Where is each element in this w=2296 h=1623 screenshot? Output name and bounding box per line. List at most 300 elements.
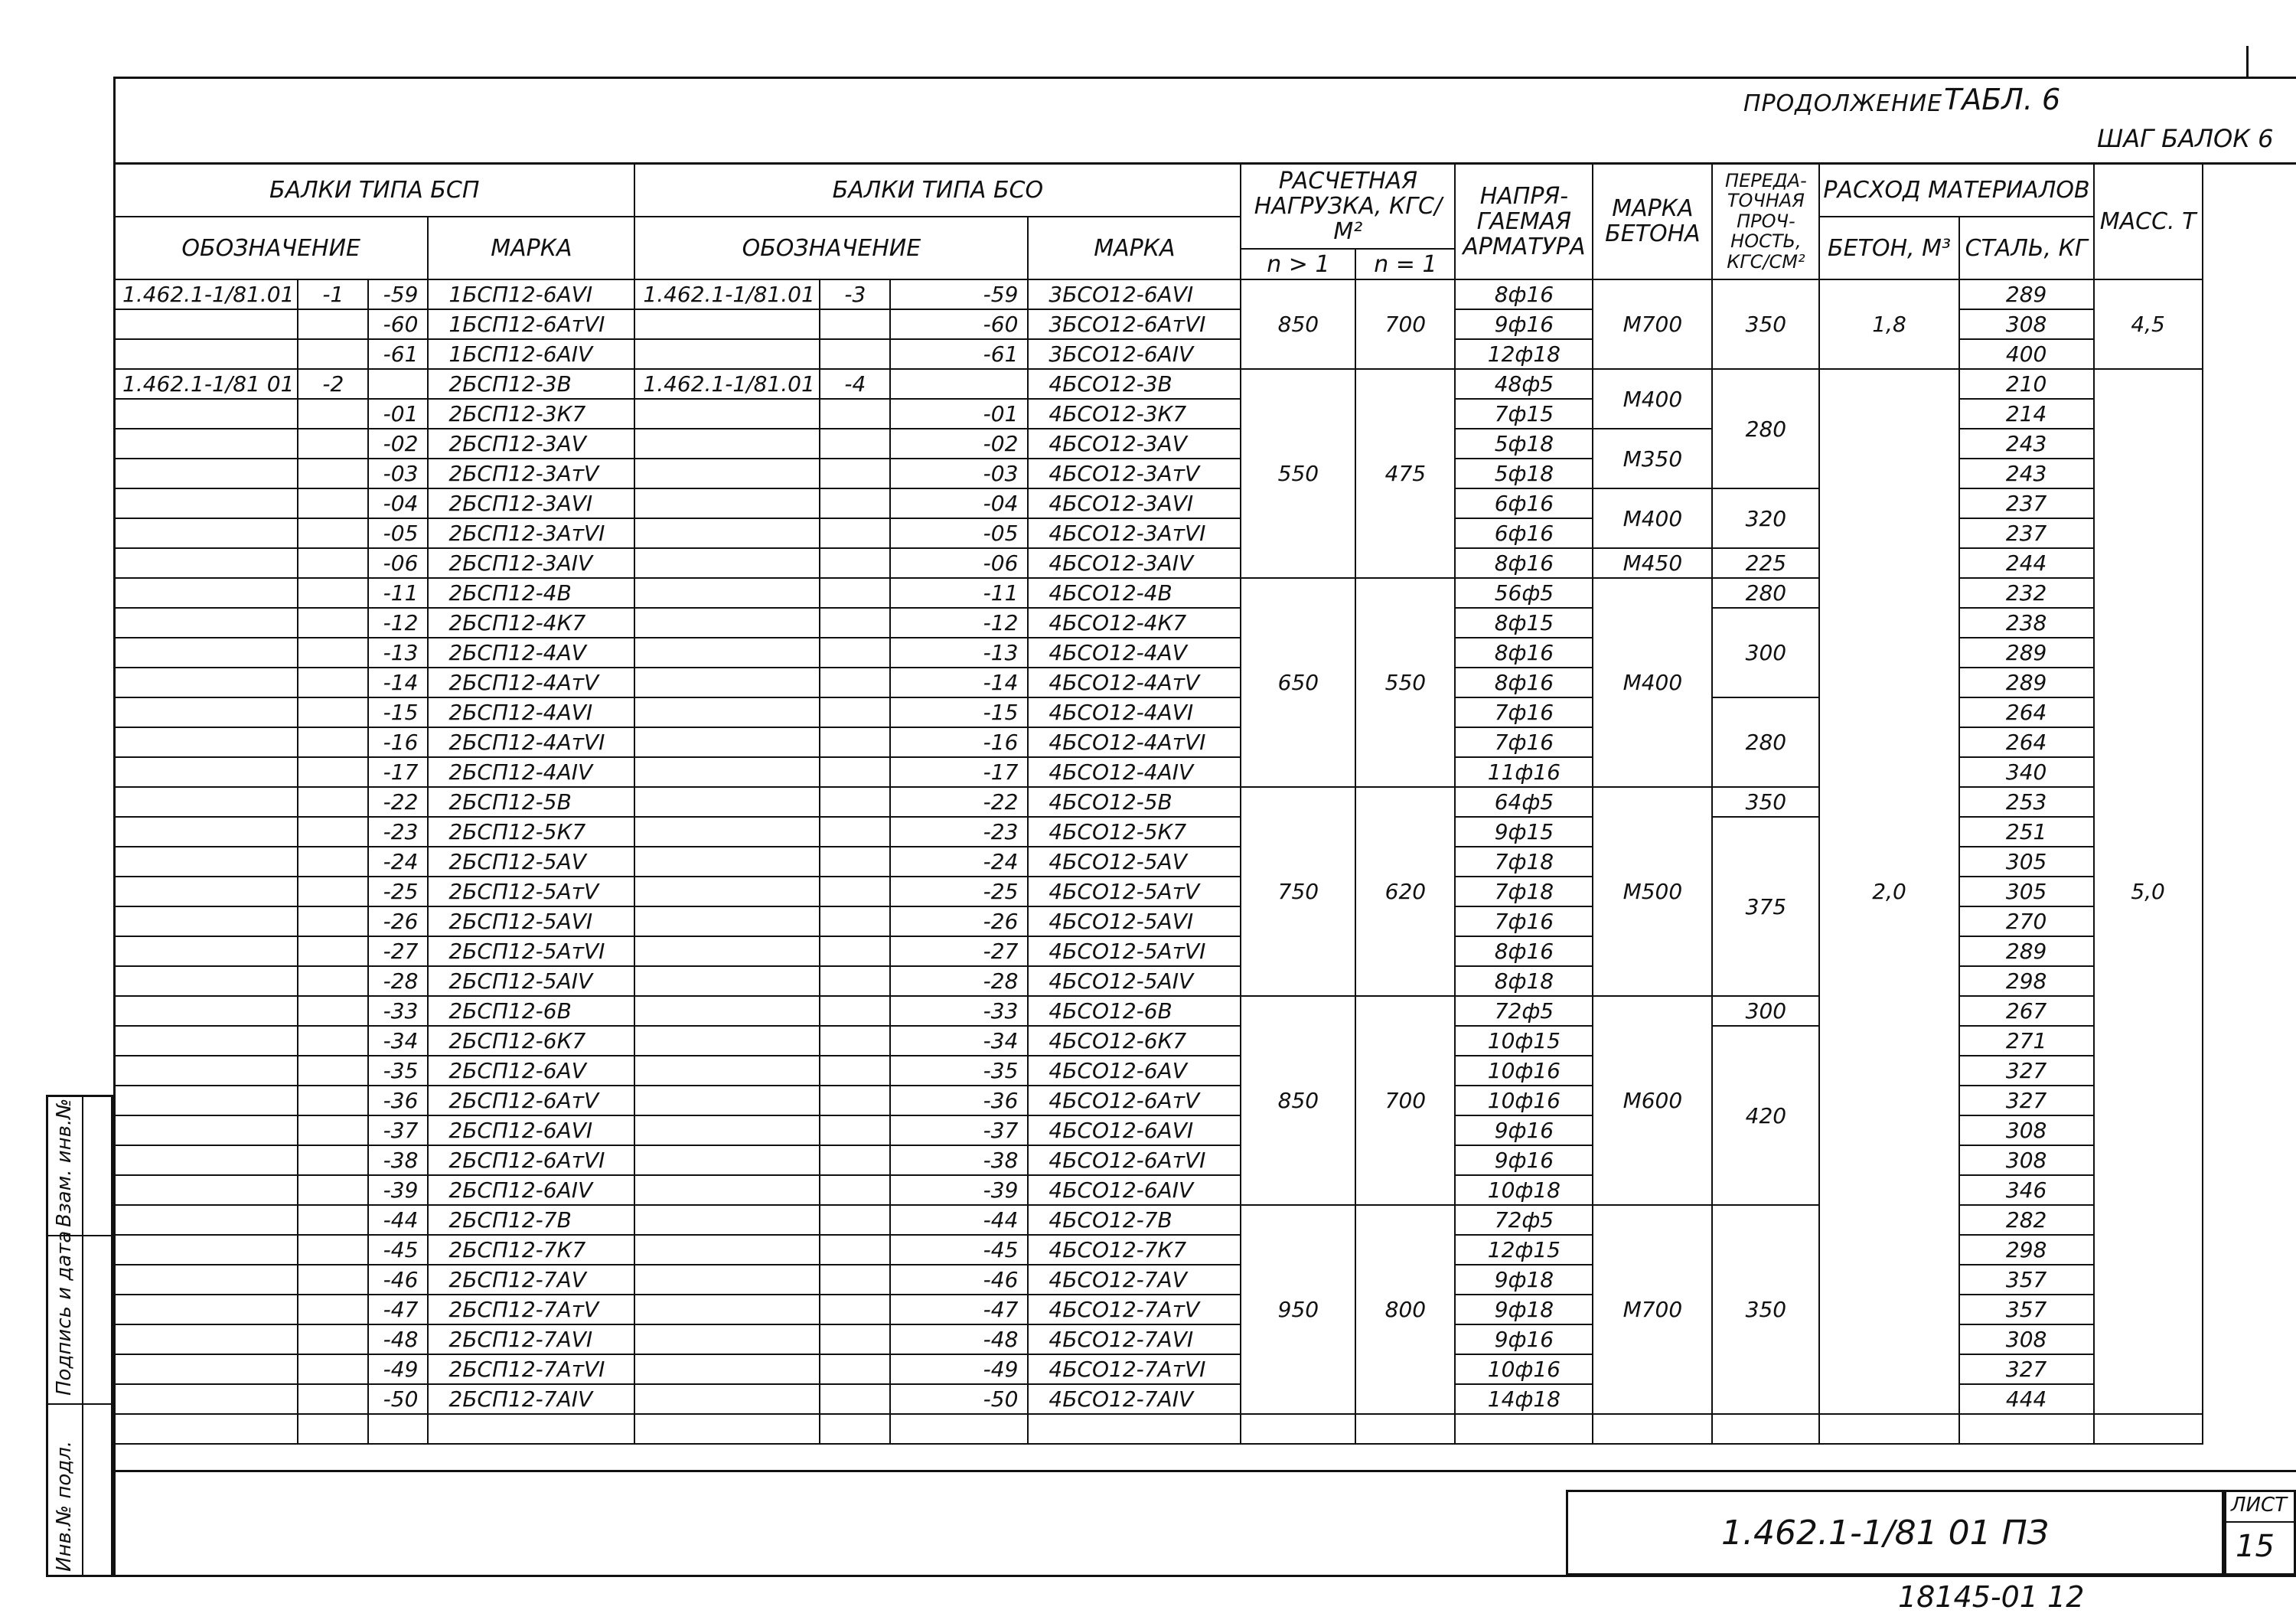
mark-cell: 2БСП12-6В [428, 996, 634, 1026]
mark-cell: 4БСО12-7В [1028, 1205, 1241, 1235]
mark-cell: 3БСО12-6АтVI [1028, 309, 1241, 339]
strength-cell: 280 [1712, 697, 1819, 787]
strength-cell: 300 [1712, 608, 1819, 697]
suffix-cell: -35 [890, 1056, 1028, 1086]
suffix-cell: -45 [368, 1235, 428, 1265]
designation-cell [634, 787, 820, 817]
designation-cell [114, 339, 298, 369]
mark-cell: 4БСО12-7К7 [1028, 1235, 1241, 1265]
suffix-cell: -12 [890, 608, 1028, 638]
mark-cell: 2БСП12-6АVI [428, 1115, 634, 1145]
mark-cell: 4БСО12-7АV [1028, 1265, 1241, 1295]
mark-cell: 4БСО12-5АтV [1028, 877, 1241, 906]
suffix-cell: -48 [368, 1324, 428, 1354]
rebar-cell: 7ф18 [1455, 847, 1593, 877]
mark-cell: 4БСО12-6В [1028, 996, 1241, 1026]
series-cell [298, 1384, 368, 1414]
load-n1-cell: 950 [1241, 1205, 1355, 1414]
designation-cell [114, 488, 298, 518]
designation-cell [114, 1205, 298, 1235]
series-cell [298, 578, 368, 608]
steel-cell: 340 [1959, 757, 2094, 787]
series-cell [820, 339, 890, 369]
mark-cell: 4БСО12-3АVI [1028, 488, 1241, 518]
rebar-cell: 7ф16 [1455, 727, 1593, 757]
mark-cell: 2БСП12-4АV [428, 638, 634, 668]
rebar-cell: 8ф16 [1455, 936, 1593, 966]
series-cell [820, 1354, 890, 1384]
suffix-cell: -04 [890, 488, 1028, 518]
series-cell [298, 1324, 368, 1354]
steel-cell: 400 [1959, 339, 2094, 369]
series-cell [820, 668, 890, 697]
suffix-cell: -24 [368, 847, 428, 877]
suffix-cell: -14 [368, 668, 428, 697]
steel-cell: 298 [1959, 1235, 2094, 1265]
suffix-cell: -60 [368, 309, 428, 339]
mark-cell: 4БСО12-6АV [1028, 1056, 1241, 1086]
designation-header-1: ОБОЗНАЧЕНИЕ [114, 217, 428, 279]
concrete-cell: М400 [1593, 369, 1712, 429]
designation-cell [114, 548, 298, 578]
suffix-cell: -49 [368, 1354, 428, 1384]
series-cell [298, 608, 368, 638]
rebar-cell: 10ф18 [1455, 1175, 1593, 1205]
designation-cell [114, 309, 298, 339]
designation-cell [634, 817, 820, 847]
load-n1-cell: 550 [1241, 369, 1355, 578]
mark-cell: 4БСО12-6К7 [1028, 1026, 1241, 1056]
mass-cell: 4,5 [2094, 279, 2203, 369]
suffix-cell: -12 [368, 608, 428, 638]
suffix-cell: -17 [368, 757, 428, 787]
rebar-cell: 7ф18 [1455, 877, 1593, 906]
suffix-cell: -02 [368, 429, 428, 459]
suffix-cell: -22 [890, 787, 1028, 817]
load-n2-cell: 700 [1355, 279, 1455, 369]
series-cell [298, 847, 368, 877]
designation-cell: 1.462.1-1/81 01 [114, 369, 298, 399]
beam-step-label: ШАГ БАЛОК 6 [2097, 124, 2274, 153]
series-cell [820, 1086, 890, 1115]
designation-cell [634, 847, 820, 877]
series-cell [298, 877, 368, 906]
side-stamp-vzam: Взам. инв.№ [53, 1098, 76, 1227]
mark-cell: 2БСП12-4АтVI [428, 727, 634, 757]
mark-cell: 2БСП12-3АтV [428, 459, 634, 488]
blank-cell [298, 1414, 368, 1444]
designation-cell [114, 877, 298, 906]
series-cell [820, 518, 890, 548]
suffix-cell: -36 [368, 1086, 428, 1115]
series-cell [298, 1175, 368, 1205]
group-bsp-header: БАЛКИ ТИПА БСП [114, 163, 634, 217]
rebar-cell: 72ф5 [1455, 996, 1593, 1026]
blank-cell [1455, 1414, 1593, 1444]
mark-cell: 2БСП12-4АтV [428, 668, 634, 697]
suffix-cell: -39 [368, 1175, 428, 1205]
steel-cell: 267 [1959, 996, 2094, 1026]
suffix-cell: -26 [890, 906, 1028, 936]
blank-cell [820, 1414, 890, 1444]
designation-cell [114, 459, 298, 488]
steel-cell: 282 [1959, 1205, 2094, 1235]
series-cell [298, 309, 368, 339]
mark-cell: 2БСП12-5В [428, 787, 634, 817]
steel-cell: 289 [1959, 279, 2094, 309]
rebar-cell: 12ф18 [1455, 339, 1593, 369]
designation-cell [634, 608, 820, 638]
steel-cell: 298 [1959, 966, 2094, 996]
steel-cell: 244 [1959, 548, 2094, 578]
suffix-cell: -44 [368, 1205, 428, 1235]
mark-cell: 4БСО12-6АIV [1028, 1175, 1241, 1205]
series-cell [820, 1115, 890, 1145]
suffix-cell: -24 [890, 847, 1028, 877]
designation-cell [634, 1056, 820, 1086]
strength-cell: 300 [1712, 996, 1819, 1026]
designation-cell [634, 1265, 820, 1295]
mark-cell: 2БСП12-5АIV [428, 966, 634, 996]
mark-cell: 4БСО12-4К7 [1028, 608, 1241, 638]
blank-cell [1593, 1414, 1712, 1444]
rebar-cell: 8ф16 [1455, 548, 1593, 578]
suffix-cell: -13 [368, 638, 428, 668]
designation-cell [114, 1265, 298, 1295]
suffix-cell: -26 [368, 906, 428, 936]
rebar-cell: 6ф16 [1455, 518, 1593, 548]
steel-cell: 210 [1959, 369, 2094, 399]
beton-header: БЕТОН, М³ [1819, 217, 1958, 279]
rebar-cell: 9ф16 [1455, 1145, 1593, 1175]
suffix-cell: -15 [368, 697, 428, 727]
side-stamp-inv: Инв.№ подл. [53, 1440, 76, 1572]
steel-cell: 264 [1959, 697, 2094, 727]
table-row [114, 279, 2203, 309]
designation-cell [114, 578, 298, 608]
mark-cell: 4БСО12-7АтV [1028, 1295, 1241, 1324]
designation-cell [634, 1324, 820, 1354]
suffix-cell: -36 [890, 1086, 1028, 1115]
suffix-cell: -47 [368, 1295, 428, 1324]
series-cell [298, 459, 368, 488]
series-cell [298, 518, 368, 548]
title-stamp [1566, 1490, 2224, 1576]
suffix-cell: -33 [368, 996, 428, 1026]
mark-cell: 4БСО12-6АVI [1028, 1115, 1241, 1145]
mark-cell: 2БСП12-5АVI [428, 906, 634, 936]
suffix-cell: -15 [890, 697, 1028, 727]
designation-cell: 1.462.1-1/81.01 [634, 369, 820, 399]
load-n1-cell: 750 [1241, 787, 1355, 996]
document-code: 1.462.1-1/81 01 ПЗ [1721, 1514, 2049, 1553]
strength-cell: 320 [1712, 488, 1819, 548]
series-cell [298, 1295, 368, 1324]
side-stamp-divider [48, 1403, 111, 1405]
designation-cell [114, 697, 298, 727]
suffix-cell: -04 [368, 488, 428, 518]
strength-cell: 375 [1712, 817, 1819, 996]
designation-cell [634, 668, 820, 697]
series-cell [298, 966, 368, 996]
series-cell [820, 608, 890, 638]
rebar-cell: 9ф16 [1455, 309, 1593, 339]
mark-cell: 4БСО12-4В [1028, 578, 1241, 608]
concrete-header: МАРКА БЕТОНА [1593, 163, 1712, 279]
series-cell [298, 936, 368, 966]
load-n2-cell: 475 [1355, 369, 1455, 578]
suffix-cell: -11 [368, 578, 428, 608]
series-cell [820, 1235, 890, 1265]
strength-cell: 350 [1712, 787, 1819, 817]
mark-cell: 2БСП12-7АтV [428, 1295, 634, 1324]
series-cell [820, 399, 890, 429]
series-cell [298, 697, 368, 727]
steel-cell: 305 [1959, 877, 2094, 906]
suffix-cell: -38 [890, 1145, 1028, 1175]
mark-cell: 2БСП12-7К7 [428, 1235, 634, 1265]
designation-cell [634, 638, 820, 668]
series-cell: -4 [820, 369, 890, 399]
designation-cell [114, 787, 298, 817]
mark-cell: 4БСО12-5В [1028, 787, 1241, 817]
designation-cell [114, 429, 298, 459]
mark-cell: 4БСО12-4АVI [1028, 697, 1241, 727]
series-cell [298, 1115, 368, 1145]
series-cell [298, 668, 368, 697]
mark-cell: 4БСО12-3В [1028, 369, 1241, 399]
series-cell [820, 488, 890, 518]
designation-cell [114, 1086, 298, 1115]
mark-cell: 2БСП12-4К7 [428, 608, 634, 638]
designation-cell [114, 1384, 298, 1414]
suffix-cell: -28 [890, 966, 1028, 996]
blank-cell [2094, 1414, 2203, 1444]
suffix-cell: -13 [890, 638, 1028, 668]
suffix-cell: -28 [368, 966, 428, 996]
rebar-cell: 10ф16 [1455, 1056, 1593, 1086]
designation-cell [634, 309, 820, 339]
steel-cell: 308 [1959, 1145, 2094, 1175]
table-row-blank [114, 1414, 2203, 1444]
rebar-header: НАПРЯ-ГАЕМАЯ АРМАТУРА [1455, 163, 1593, 279]
series-cell [820, 1295, 890, 1324]
series-cell [820, 1145, 890, 1175]
designation-cell [114, 1026, 298, 1056]
series-cell: -2 [298, 369, 368, 399]
series-cell [820, 548, 890, 578]
series-cell [298, 1235, 368, 1265]
series-cell [820, 459, 890, 488]
series-cell [298, 339, 368, 369]
blank-cell [114, 1414, 298, 1444]
rebar-cell: 8ф16 [1455, 279, 1593, 309]
rebar-cell: 7ф15 [1455, 399, 1593, 429]
designation-cell [634, 996, 820, 1026]
designation-cell [114, 1295, 298, 1324]
designation-header-2: ОБОЗНАЧЕНИЕ [634, 217, 1028, 279]
suffix-cell: -50 [890, 1384, 1028, 1414]
mark-cell: 2БСП12-3АVI [428, 488, 634, 518]
rebar-cell: 10ф16 [1455, 1086, 1593, 1115]
steel-cell: 243 [1959, 429, 2094, 459]
mark-cell: 4БСО12-4АIV [1028, 757, 1241, 787]
suffix-cell: -50 [368, 1384, 428, 1414]
steel-cell: 289 [1959, 638, 2094, 668]
mark-cell: 2БСП12-6АтV [428, 1086, 634, 1115]
beton-cell: 1,8 [1819, 279, 1958, 369]
load-n1-cell: 850 [1241, 279, 1355, 369]
suffix-cell: -16 [368, 727, 428, 757]
load-n1-cell: 650 [1241, 578, 1355, 787]
footer-number: 18145-01 12 [1898, 1580, 2085, 1614]
mark-cell: 2БСП12-6АтVI [428, 1145, 634, 1175]
series-cell [298, 488, 368, 518]
designation-cell [634, 906, 820, 936]
mark-cell: 4БСО12-4АV [1028, 638, 1241, 668]
designation-cell [634, 936, 820, 966]
suffix-cell: -03 [368, 459, 428, 488]
designation-cell [114, 1175, 298, 1205]
mark-cell: 4БСО12-5АIV [1028, 966, 1241, 996]
suffix-cell: -35 [368, 1056, 428, 1086]
rebar-cell: 8ф15 [1455, 608, 1593, 638]
strength-cell: 350 [1712, 1205, 1819, 1414]
designation-cell [114, 399, 298, 429]
suffix-cell: -22 [368, 787, 428, 817]
blank-cell [1028, 1414, 1241, 1444]
blank-cell [428, 1414, 634, 1444]
steel-cell: 289 [1959, 668, 2094, 697]
group-bso-header: БАЛКИ ТИПА БСО [634, 163, 1241, 217]
mark-header-1: МАРКА [428, 217, 634, 279]
designation-cell [634, 1295, 820, 1324]
designation-cell [114, 608, 298, 638]
designation-cell [634, 488, 820, 518]
designation-cell [634, 339, 820, 369]
mass-cell: 5,0 [2094, 369, 2203, 1414]
suffix-cell: -61 [368, 339, 428, 369]
blank-cell [1241, 1414, 1355, 1444]
mark-cell: 4БСО12-4АтVI [1028, 727, 1241, 757]
suffix-cell: -37 [890, 1115, 1028, 1145]
designation-cell [114, 906, 298, 936]
suffix-cell: -23 [368, 817, 428, 847]
rebar-cell: 12ф15 [1455, 1235, 1593, 1265]
series-cell [820, 578, 890, 608]
table-label: ТАБЛ. 6 [1944, 83, 2061, 116]
bottom-divider [113, 1470, 2296, 1472]
mark-cell: 2БСП12-7АIV [428, 1384, 634, 1414]
suffix-cell: -34 [368, 1026, 428, 1056]
steel-cell: 214 [1959, 399, 2094, 429]
designation-cell [634, 757, 820, 787]
strength-header: ПЕРЕДА-ТОЧНАЯ ПРОЧ-НОСТЬ, КГС/СМ² [1712, 163, 1819, 279]
load-n2-cell: 620 [1355, 787, 1455, 996]
steel-cell: 357 [1959, 1295, 2094, 1324]
series-cell [298, 1026, 368, 1056]
series-cell [298, 1145, 368, 1175]
rebar-cell: 6ф16 [1455, 488, 1593, 518]
steel-cell: 327 [1959, 1354, 2094, 1384]
designation-cell [634, 518, 820, 548]
rebar-cell: 56ф5 [1455, 578, 1593, 608]
strength-cell: 225 [1712, 548, 1819, 578]
rebar-cell: 9ф18 [1455, 1265, 1593, 1295]
rebar-cell: 8ф16 [1455, 638, 1593, 668]
designation-cell [114, 817, 298, 847]
mark-cell: 4БСО12-5АVI [1028, 906, 1241, 936]
designation-cell [634, 459, 820, 488]
mark-cell: 2БСП12-3АV [428, 429, 634, 459]
steel-cell: 444 [1959, 1384, 2094, 1414]
series-cell [298, 727, 368, 757]
mark-cell: 2БСП12-7АV [428, 1265, 634, 1295]
designation-cell [114, 1235, 298, 1265]
series-cell [298, 787, 368, 817]
suffix-cell: -25 [368, 877, 428, 906]
mark-cell: 2БСП12-3К7 [428, 399, 634, 429]
mark-cell: 2БСП12-3В [428, 369, 634, 399]
concrete-cell: М400 [1593, 488, 1712, 548]
load-n1-header: n > 1 [1241, 249, 1355, 279]
blank-cell [890, 1414, 1028, 1444]
suffix-cell: -48 [890, 1324, 1028, 1354]
steel-cell: 327 [1959, 1056, 2094, 1086]
steel-header: СТАЛЬ, КГ [1959, 217, 2094, 279]
mark-cell: 2БСП12-7АVI [428, 1324, 634, 1354]
mark-cell: 2БСП12-7АтVI [428, 1354, 634, 1384]
suffix-cell: -01 [890, 399, 1028, 429]
rebar-cell: 9ф16 [1455, 1115, 1593, 1145]
designation-cell [114, 518, 298, 548]
designation-cell [634, 1175, 820, 1205]
mark-cell: 4БСО12-7АтVI [1028, 1354, 1241, 1384]
designation-cell [114, 996, 298, 1026]
designation-cell [634, 1026, 820, 1056]
mark-cell: 4БСО12-5АV [1028, 847, 1241, 877]
series-cell [820, 309, 890, 339]
series-cell [298, 996, 368, 1026]
designation-cell [634, 1384, 820, 1414]
mark-cell: 2БСП12-6К7 [428, 1026, 634, 1056]
suffix-cell: -37 [368, 1115, 428, 1145]
series-cell [820, 1265, 890, 1295]
designation-cell [634, 578, 820, 608]
steel-cell: 243 [1959, 459, 2094, 488]
mark-cell: 2БСП12-6АV [428, 1056, 634, 1086]
rebar-cell: 10ф16 [1455, 1354, 1593, 1384]
suffix-cell: -23 [890, 817, 1028, 847]
designation-cell: 1.462.1-1/81.01 [634, 279, 820, 309]
steel-cell: 270 [1959, 906, 2094, 936]
load-header: РАСЧЕТНАЯ НАГРУЗКА, КГС/М² [1241, 163, 1455, 249]
continuation-label: ПРОДОЛЖЕНИЕ [1743, 90, 1943, 117]
series-cell [820, 906, 890, 936]
designation-cell [634, 727, 820, 757]
blank-cell [1819, 1414, 1958, 1444]
suffix-cell: -11 [890, 578, 1028, 608]
steel-cell: 237 [1959, 488, 2094, 518]
suffix-cell: -45 [890, 1235, 1028, 1265]
suffix-cell: -46 [890, 1265, 1028, 1295]
sheet-box [2224, 1490, 2296, 1576]
mark-cell: 4БСО12-6АтVI [1028, 1145, 1241, 1175]
suffix-cell: -34 [890, 1026, 1028, 1056]
designation-cell [114, 638, 298, 668]
rebar-cell: 64ф5 [1455, 787, 1593, 817]
suffix-cell: -47 [890, 1295, 1028, 1324]
